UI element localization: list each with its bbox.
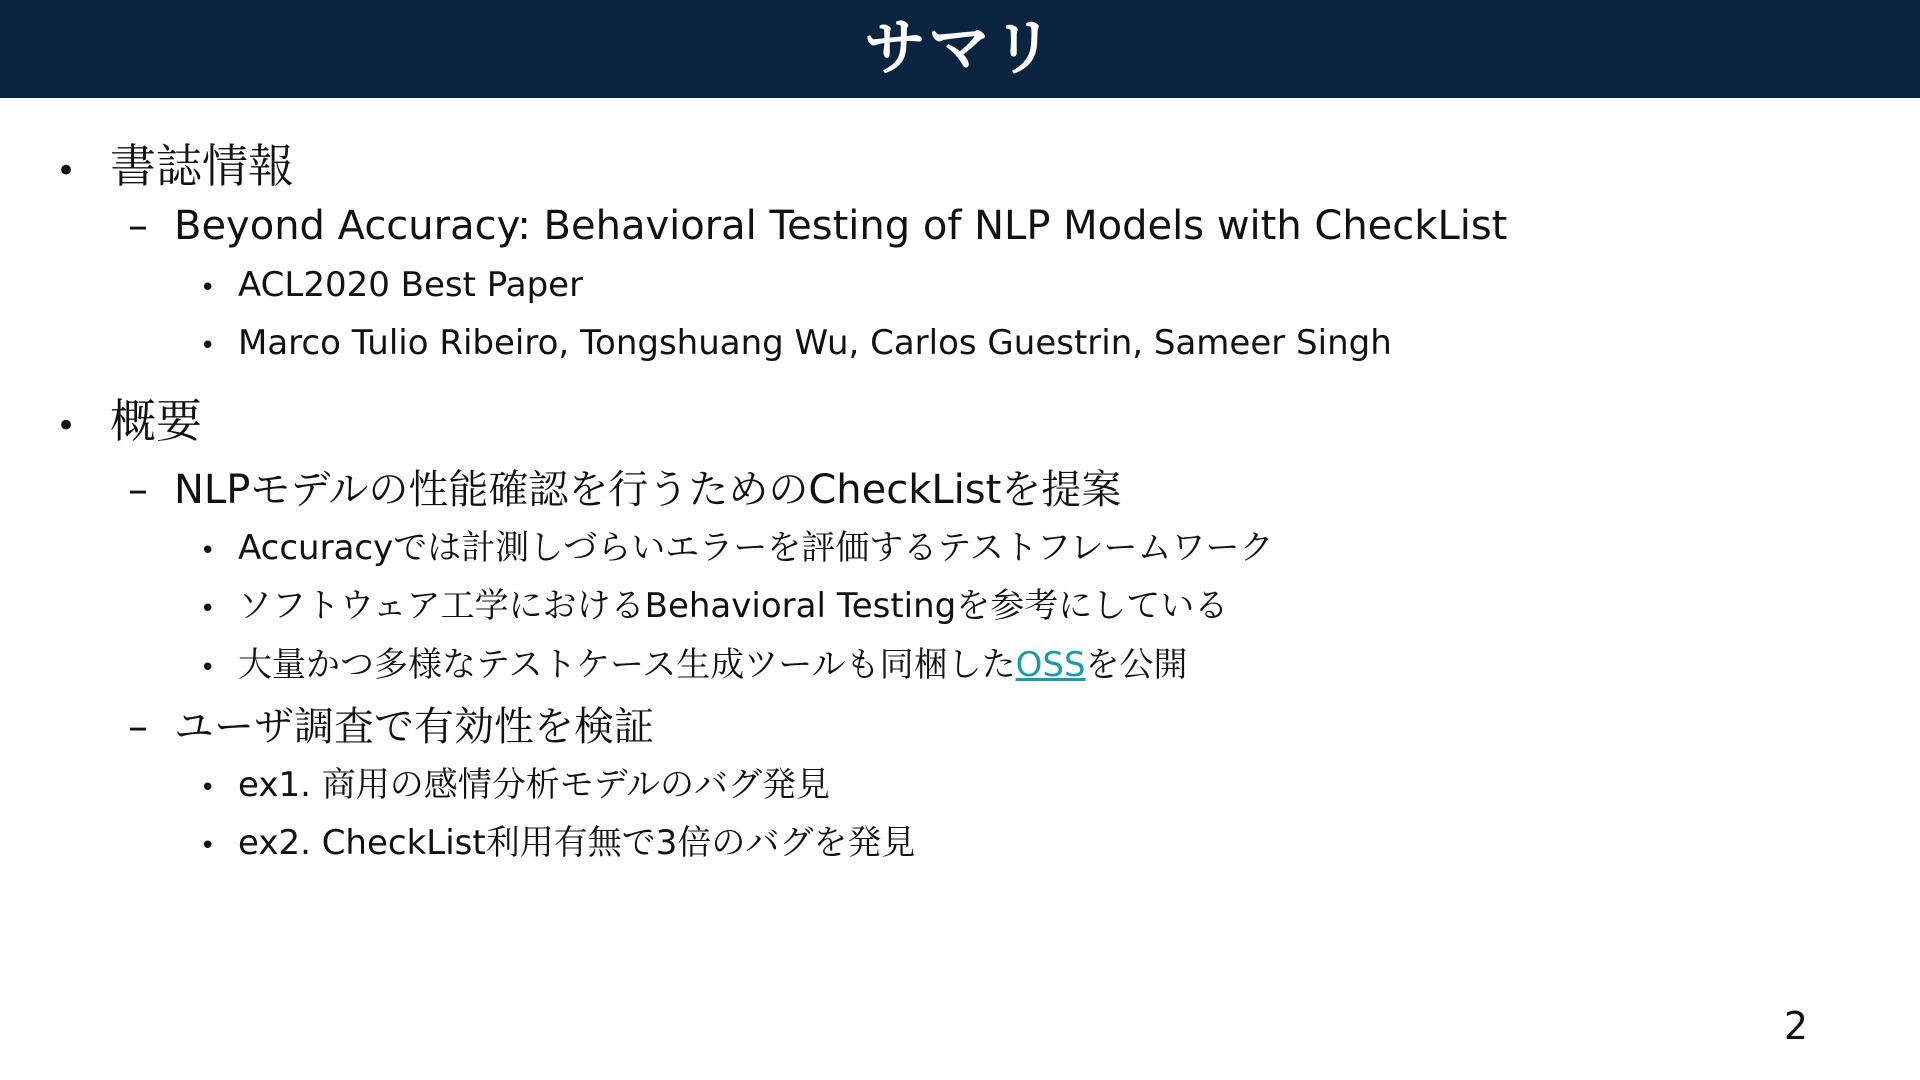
oss-link[interactable]: OSS (1015, 645, 1086, 685)
paper-title-item (128, 203, 1507, 249)
slide-title: サマリ (863, 10, 1056, 84)
dash-bullet: – (128, 704, 148, 750)
bullet: • (56, 406, 77, 446)
overview-point2-item (128, 695, 654, 752)
overview-sub2: ソフトウェア工学におけるBehavioral Testingを参考にしている (238, 586, 1229, 626)
overview-sub3-after: を公開 (1085, 645, 1188, 685)
award-text: ACL2020 Best Paper (238, 265, 584, 305)
example2-item (200, 815, 915, 864)
bullet: • (56, 151, 77, 191)
bibliography-heading-item (56, 130, 294, 196)
bullet: • (200, 831, 216, 861)
overview-point2: ユーザ調査で有効性を検証 (174, 704, 654, 750)
authors-text: Marco Tulio Ribeiro, Tongshuang Wu, Carlos Guestrin, Sameer Singh (238, 323, 1392, 363)
bullet: • (200, 653, 216, 683)
page-number: 2 (1783, 1004, 1808, 1048)
overview-sub1-item (200, 520, 1273, 569)
overview-point1-item (128, 458, 1121, 515)
award-item (200, 265, 583, 305)
bibliography-heading: 書誌情報 (110, 139, 294, 193)
example2-text: ex2. CheckList利用有無で3倍のバグを発見 (238, 823, 916, 863)
overview-sub3-item (200, 637, 1188, 686)
overview-point1: NLPモデルの性能確認を行うためのCheckListを提案 (174, 467, 1122, 513)
example1-text: ex1. 商用の感情分析モデルのバグ発見 (238, 765, 830, 805)
dash-bullet: – (128, 203, 148, 249)
overview-sub3-before: 大量かつ多様なテストケース生成ツールも同梱した (238, 645, 1016, 685)
example1-item (200, 757, 830, 806)
overview-heading-item (56, 385, 202, 451)
dash-bullet: – (128, 467, 148, 513)
bullet: • (200, 594, 216, 624)
bullet: • (200, 773, 216, 803)
bullet: • (200, 536, 216, 566)
paper-title: Beyond Accuracy: Behavioral Testing of NLP Models with CheckList (174, 203, 1508, 249)
overview-sub2-item (200, 578, 1228, 627)
authors-item (200, 323, 1392, 363)
bullet: • (200, 331, 216, 361)
bullet: • (200, 273, 216, 303)
overview-sub1: Accuracyでは計測しづらいエラーを評価するテストフレームワーク (238, 528, 1274, 568)
overview-heading: 概要 (110, 394, 202, 448)
